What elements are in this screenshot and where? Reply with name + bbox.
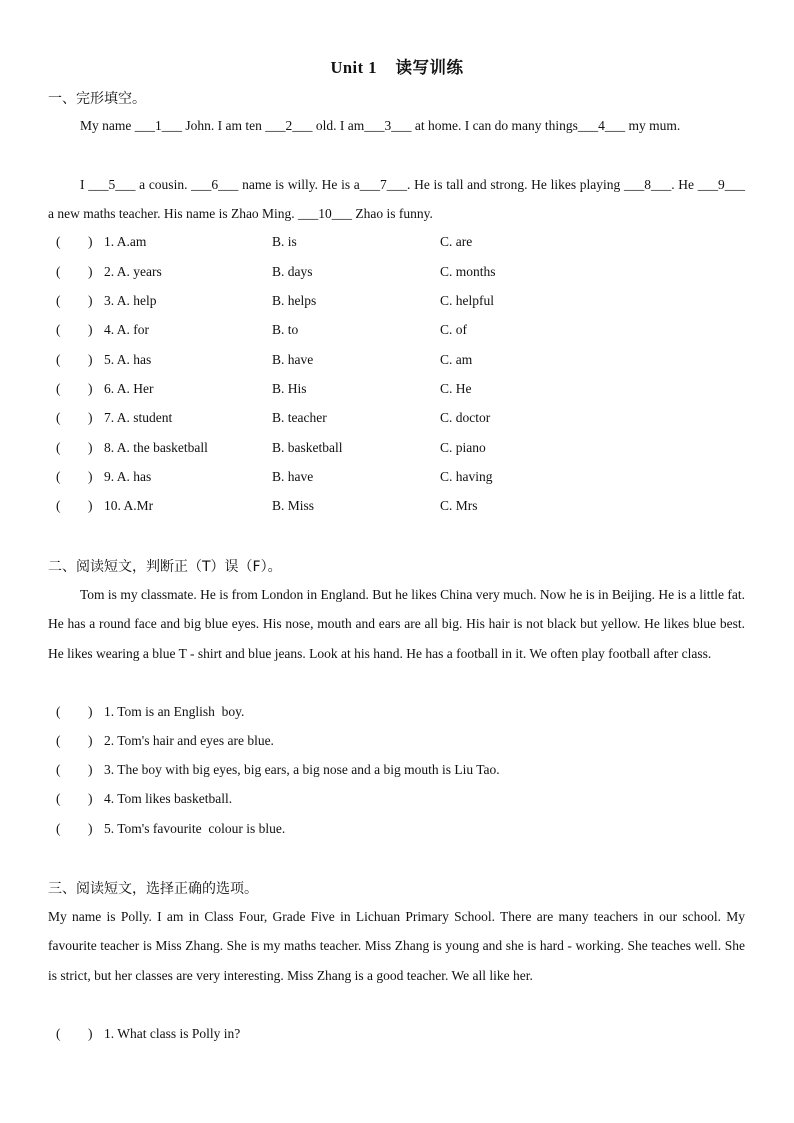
- answer-paren-open[interactable]: (: [56, 498, 61, 513]
- statement-row: [48, 819, 748, 839]
- answer-paren-open[interactable]: (: [56, 322, 61, 337]
- question-row: [48, 262, 748, 282]
- question-text: 1. What class is Polly in?: [104, 1026, 241, 1041]
- option-b: B. to: [272, 322, 299, 337]
- question-row: [48, 350, 748, 370]
- statement-row: [48, 760, 748, 780]
- option-a: 8. A. the basketball: [104, 440, 208, 455]
- answer-paren-close: ): [88, 234, 93, 249]
- answer-paren-open[interactable]: (: [56, 821, 61, 836]
- option-c: C. am: [440, 352, 473, 367]
- answer-paren-close: ): [88, 264, 93, 279]
- answer-paren-open[interactable]: (: [56, 704, 61, 719]
- option-a: 7. A. student: [104, 410, 173, 425]
- section1-heading: 一、完形填空。: [48, 91, 146, 107]
- answer-paren-close: ): [88, 381, 93, 396]
- statement-text: 1. Tom is an English boy.: [104, 704, 245, 719]
- answer-paren-open[interactable]: (: [56, 410, 61, 425]
- question-row: [48, 320, 748, 340]
- option-a: 10. A.Mr: [104, 498, 154, 513]
- question-row: [48, 1024, 748, 1044]
- page-title: Unit 1 读写训练: [330, 58, 464, 77]
- answer-paren-open[interactable]: (: [56, 1026, 61, 1041]
- statement-row: [48, 789, 748, 809]
- option-b: B. Miss: [272, 498, 315, 513]
- option-c: C. of: [440, 322, 467, 337]
- option-c: C. He: [440, 381, 472, 396]
- option-b: B. helps: [272, 293, 317, 308]
- answer-paren-close: ): [88, 762, 93, 777]
- answer-paren-close: ): [88, 821, 93, 836]
- answer-paren-open[interactable]: (: [56, 234, 61, 249]
- option-c: C. helpful: [440, 293, 494, 308]
- answer-paren-close: ): [88, 469, 93, 484]
- question-row: [48, 467, 748, 487]
- option-c: C. piano: [440, 440, 486, 455]
- section3-heading: 三、阅读短文，选择正确的选项。: [48, 881, 258, 897]
- statement-row: [48, 731, 748, 751]
- option-c: C. doctor: [440, 410, 491, 425]
- answer-paren-open[interactable]: (: [56, 762, 61, 777]
- question-row: [48, 496, 748, 516]
- answer-paren-close: ): [88, 791, 93, 806]
- option-a: 9. A. has: [104, 469, 152, 484]
- answer-paren-close: ): [88, 733, 93, 748]
- option-a: 2. A. years: [104, 264, 162, 279]
- option-a: 1. A.am: [104, 234, 147, 249]
- section3-passage: My name is Polly. I am in Class Four, Grade Five in Lichuan Primary School. There are many teachers in our school. My favourite teacher is Miss Zhang. She is my maths teacher. Miss Zhang is young and she is hard - working. She teaches well. She is strict, but her classes are very interesting. Miss Zhang is a good teacher. We all like her.: [48, 909, 745, 983]
- answer-paren-close: ): [88, 704, 93, 719]
- statement-row: [48, 702, 748, 722]
- option-b: B. days: [272, 264, 313, 279]
- option-a: 3. A. help: [104, 293, 157, 308]
- question-row: [48, 232, 748, 252]
- answer-paren-close: ): [88, 352, 93, 367]
- option-b: B. His: [272, 381, 307, 396]
- answer-paren-open[interactable]: (: [56, 381, 61, 396]
- section2-passage: Tom is my classmate. He is from London in England. But he likes China very much. Now he is in Beijing. He is a little fat. He has a round face and big blue eyes. His nose, mouth and ears are all big. His hair is not black but yellow. He likes blue best. He likes wearing a blue T - shirt and blue jeans. Look at his hand. He has a football in it. We often play football after class.: [48, 587, 745, 661]
- statement-text: 3. The boy with big eyes, big ears, a big nose and a big mouth is Liu Tao.: [104, 762, 500, 777]
- section1-paragraph-2: I ___5___ a cousin. ___6___ name is willy. He is a___7___. He is tall and strong. He likes playing ___8___. He ___9___ a new maths teacher. His name is Zhao Ming. ___10___ Zhao is funny.: [48, 177, 745, 222]
- option-a: 5. A. has: [104, 352, 152, 367]
- statement-text: 2. Tom's hair and eyes are blue.: [104, 733, 274, 748]
- section2-heading: 二、阅读短文，判断正（T）误（F）。: [48, 559, 282, 575]
- option-b: B. have: [272, 469, 314, 484]
- answer-paren-open[interactable]: (: [56, 440, 61, 455]
- answer-paren-open[interactable]: (: [56, 352, 61, 367]
- section1-paragraph-1: My name ___1___ John. I am ten ___2___ old. I am___3___ at home. I can do many things___4___ my mum.: [80, 118, 681, 133]
- statement-text: 4. Tom likes basketball.: [104, 791, 233, 806]
- option-a: 6. A. Her: [104, 381, 154, 396]
- question-row: [48, 438, 748, 458]
- answer-paren-open[interactable]: (: [56, 293, 61, 308]
- answer-paren-close: ): [88, 1026, 93, 1041]
- answer-paren-open[interactable]: (: [56, 733, 61, 748]
- question-row: [48, 379, 748, 399]
- answer-paren-close: ): [88, 322, 93, 337]
- answer-paren-open[interactable]: (: [56, 264, 61, 279]
- option-a: 4. A. for: [104, 322, 149, 337]
- statement-text: 5. Tom's favourite colour is blue.: [104, 821, 286, 836]
- answer-paren-close: ): [88, 498, 93, 513]
- option-c: C. months: [440, 264, 496, 279]
- option-b: B. basketball: [272, 440, 343, 455]
- option-c: C. are: [440, 234, 473, 249]
- answer-paren-close: ): [88, 293, 93, 308]
- option-c: C. Mrs: [440, 498, 478, 513]
- option-b: B. teacher: [272, 410, 327, 425]
- answer-paren-close: ): [88, 440, 93, 455]
- answer-paren-open[interactable]: (: [56, 791, 61, 806]
- question-row: [48, 291, 748, 311]
- answer-paren-close: ): [88, 410, 93, 425]
- option-b: B. is: [272, 234, 297, 249]
- option-b: B. have: [272, 352, 314, 367]
- question-row: [48, 408, 748, 428]
- answer-paren-open[interactable]: (: [56, 469, 61, 484]
- option-c: C. having: [440, 469, 493, 484]
